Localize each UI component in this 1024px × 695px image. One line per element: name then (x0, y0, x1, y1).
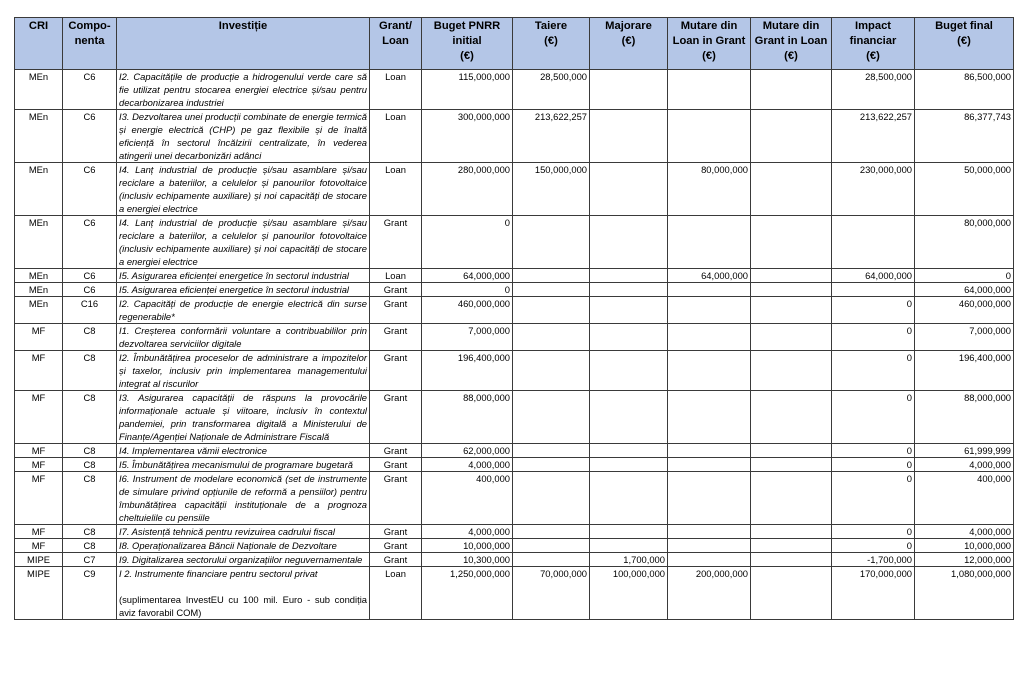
cell-cri: MEn (15, 283, 63, 297)
cell-buget-final: 80,000,000 (915, 216, 1014, 269)
cell-impact (832, 283, 915, 297)
cell-componenta: C6 (63, 269, 117, 283)
cell-mutare-lg (668, 324, 751, 351)
investment-name: I7. Asistență tehnică pentru revizuirea cadrului fiscal (119, 526, 335, 537)
table-row (15, 391, 1014, 444)
cell-majorare (590, 216, 668, 269)
cell-taiere (513, 525, 590, 539)
cell-majorare (590, 391, 668, 444)
column-header-tip: Grant/ Loan (370, 18, 422, 70)
cell-investitie (117, 163, 370, 216)
cell-componenta: C6 (63, 70, 117, 110)
cell-impact: -1,700,000 (832, 553, 915, 567)
table-row (15, 163, 1014, 216)
cell-tip: Loan (370, 163, 422, 216)
cell-taiere (513, 472, 590, 525)
cell-majorare (590, 163, 668, 216)
cell-mutare-lg (668, 391, 751, 444)
cell-tip: Grant (370, 444, 422, 458)
cell-mutare-gl (751, 297, 832, 324)
budget-table (14, 17, 1014, 620)
cell-impact: 0 (832, 525, 915, 539)
cell-cri: MEn (15, 297, 63, 324)
cell-mutare-lg (668, 553, 751, 567)
cell-mutare-lg: 200,000,000 (668, 567, 751, 620)
cell-impact: 0 (832, 444, 915, 458)
column-header-componenta: Compo- nenta (63, 18, 117, 70)
cell-mutare-gl (751, 283, 832, 297)
investment-name: I5. Îmbunătățirea mecanismului de programare bugetară (119, 459, 353, 470)
cell-impact: 170,000,000 (832, 567, 915, 620)
cell-buget-initial: 460,000,000 (422, 297, 513, 324)
cell-buget-final: 196,400,000 (915, 351, 1014, 391)
table-row (15, 324, 1014, 351)
cell-buget-final: 0 (915, 269, 1014, 283)
cell-investitie (117, 283, 370, 297)
cell-investitie (117, 458, 370, 472)
cell-buget-final: 61,999,999 (915, 444, 1014, 458)
investment-note: (suplimentarea InvestEU cu 100 mil. Euro - sub condiția aviz favorabil COM) (119, 594, 367, 618)
cell-mutare-lg (668, 444, 751, 458)
cell-tip: Grant (370, 472, 422, 525)
cell-investitie (117, 70, 370, 110)
cell-cri: MF (15, 351, 63, 391)
cell-mutare-gl (751, 70, 832, 110)
table-row (15, 297, 1014, 324)
header-row (15, 18, 1014, 70)
cell-impact: 64,000,000 (832, 269, 915, 283)
cell-buget-final: 4,000,000 (915, 458, 1014, 472)
cell-buget-initial: 88,000,000 (422, 391, 513, 444)
cell-cri: MEn (15, 70, 63, 110)
cell-impact: 0 (832, 297, 915, 324)
investment-name: I8. Operaționalizarea Băncii Naționale de Dezvoltare (119, 540, 337, 551)
cell-cri: MEn (15, 269, 63, 283)
cell-mutare-gl (751, 110, 832, 163)
cell-mutare-gl (751, 539, 832, 553)
cell-impact: 0 (832, 391, 915, 444)
cell-taiere: 28,500,000 (513, 70, 590, 110)
cell-majorare (590, 458, 668, 472)
cell-mutare-lg (668, 70, 751, 110)
cell-componenta: C8 (63, 391, 117, 444)
cell-tip: Loan (370, 269, 422, 283)
cell-buget-final: 86,500,000 (915, 70, 1014, 110)
cell-buget-initial: 196,400,000 (422, 351, 513, 391)
cell-taiere (513, 539, 590, 553)
cell-cri: MIPE (15, 553, 63, 567)
investment-name: I5. Asigurarea eficienței energetice în sectorul industrial (119, 270, 349, 281)
cell-mutare-lg (668, 297, 751, 324)
cell-componenta: C16 (63, 297, 117, 324)
cell-tip: Loan (370, 110, 422, 163)
cell-tip: Grant (370, 391, 422, 444)
cell-componenta: C8 (63, 539, 117, 553)
column-header-impact: Impact financiar (€) (832, 18, 915, 70)
cell-mutare-gl (751, 458, 832, 472)
table-row (15, 539, 1014, 553)
cell-impact: 0 (832, 539, 915, 553)
cell-majorare (590, 297, 668, 324)
investment-name: I3. Dezvoltarea unei producții combinate de energie termică și energie electrică (CHP) pe gaz flexibile și de înaltă eficiență în sectorul încălzirii centralizate, în vederea atingerii unei decarbonizări adânci (119, 111, 367, 161)
table-row (15, 444, 1014, 458)
cell-taiere (513, 269, 590, 283)
cell-mutare-gl (751, 324, 832, 351)
cell-cri: MF (15, 539, 63, 553)
table-row (15, 525, 1014, 539)
cell-buget-initial: 10,000,000 (422, 539, 513, 553)
cell-buget-initial: 1,250,000,000 (422, 567, 513, 620)
cell-investitie (117, 567, 370, 620)
column-header-buget-initial: Buget PNRR initial (€) (422, 18, 513, 70)
cell-cri: MEn (15, 110, 63, 163)
cell-mutare-gl (751, 163, 832, 216)
cell-taiere (513, 283, 590, 297)
cell-tip: Grant (370, 351, 422, 391)
cell-majorare (590, 472, 668, 525)
cell-buget-final: 86,377,743 (915, 110, 1014, 163)
cell-componenta: C6 (63, 110, 117, 163)
table-row (15, 216, 1014, 269)
cell-buget-final: 7,000,000 (915, 324, 1014, 351)
cell-majorare (590, 525, 668, 539)
cell-mutare-lg (668, 283, 751, 297)
cell-investitie (117, 324, 370, 351)
cell-investitie (117, 553, 370, 567)
cell-tip: Grant (370, 324, 422, 351)
cell-taiere: 213,622,257 (513, 110, 590, 163)
cell-majorare (590, 324, 668, 351)
cell-majorare (590, 110, 668, 163)
table-row (15, 283, 1014, 297)
table-row (15, 472, 1014, 525)
cell-majorare (590, 444, 668, 458)
cell-impact: 213,622,257 (832, 110, 915, 163)
cell-cri: MEn (15, 216, 63, 269)
cell-tip: Grant (370, 553, 422, 567)
cell-cri: MF (15, 472, 63, 525)
cell-tip: Grant (370, 525, 422, 539)
cell-tip: Grant (370, 283, 422, 297)
cell-tip: Loan (370, 567, 422, 620)
investment-name: I4. Lanț industrial de producție și/sau asamblare și/sau reciclare a bateriilor, a celulelor și panourilor fotovoltaice (inclusiv echipamente auxiliare) și noi capacități de stocare a energiei electrice (119, 164, 367, 214)
cell-impact: 0 (832, 472, 915, 525)
cell-buget-initial: 300,000,000 (422, 110, 513, 163)
cell-mutare-lg (668, 525, 751, 539)
cell-buget-initial: 10,300,000 (422, 553, 513, 567)
cell-mutare-gl (751, 525, 832, 539)
investment-name: I9. Digitalizarea sectorului organizațiilor neguvernamentale (119, 554, 363, 565)
investment-name: I1. Creșterea conformării voluntare a contribuabililor prin dezvoltarea serviciilor digitale (119, 325, 367, 349)
investment-name: I4. Implementarea vămii electronice (119, 445, 267, 456)
cell-investitie (117, 444, 370, 458)
cell-majorare: 1,700,000 (590, 553, 668, 567)
investment-name: I5. Asigurarea eficienței energetice în sectorul industrial (119, 284, 349, 295)
cell-investitie (117, 351, 370, 391)
cell-taiere (513, 216, 590, 269)
cell-majorare (590, 539, 668, 553)
cell-taiere (513, 324, 590, 351)
cell-majorare: 100,000,000 (590, 567, 668, 620)
cell-impact (832, 216, 915, 269)
cell-componenta: C6 (63, 216, 117, 269)
cell-cri: MEn (15, 163, 63, 216)
cell-taiere (513, 297, 590, 324)
cell-cri: MF (15, 525, 63, 539)
cell-mutare-gl (751, 391, 832, 444)
column-header-majorare: Majorare (€) (590, 18, 668, 70)
column-header-investitie: Investiție (117, 18, 370, 70)
table-row (15, 110, 1014, 163)
cell-mutare-gl (751, 351, 832, 391)
cell-investitie (117, 525, 370, 539)
cell-componenta: C6 (63, 283, 117, 297)
cell-majorare (590, 269, 668, 283)
cell-buget-initial: 280,000,000 (422, 163, 513, 216)
cell-buget-final: 10,000,000 (915, 539, 1014, 553)
cell-mutare-gl (751, 444, 832, 458)
cell-mutare-lg (668, 216, 751, 269)
table-body (15, 70, 1014, 620)
investment-name: I3. Asigurarea capacității de răspuns la provocările informaționale actuale și viitoare, inclusiv în contextul pandemiei, prin transformarea digitală a Ministerului de Finanțe/Agenției Naționale de Administrare Fiscală (119, 392, 367, 442)
cell-componenta: C8 (63, 351, 117, 391)
cell-componenta: C8 (63, 472, 117, 525)
cell-taiere (513, 351, 590, 391)
cell-buget-final: 400,000 (915, 472, 1014, 525)
cell-buget-initial: 115,000,000 (422, 70, 513, 110)
cell-cri: MF (15, 391, 63, 444)
column-header-cri: CRI (15, 18, 63, 70)
cell-buget-initial: 0 (422, 283, 513, 297)
cell-tip: Grant (370, 539, 422, 553)
cell-componenta: C8 (63, 444, 117, 458)
cell-buget-final: 4,000,000 (915, 525, 1014, 539)
cell-mutare-gl (751, 216, 832, 269)
cell-mutare-lg (668, 539, 751, 553)
investment-name: I2. Capacități de producție de energie electrică din surse regenerabile* (119, 298, 367, 322)
cell-buget-final: 88,000,000 (915, 391, 1014, 444)
cell-componenta: C8 (63, 324, 117, 351)
cell-impact: 0 (832, 458, 915, 472)
cell-tip: Grant (370, 297, 422, 324)
cell-investitie (117, 391, 370, 444)
column-header-mutare-gl: Mutare din Grant in Loan (€) (751, 18, 832, 70)
cell-tip: Grant (370, 216, 422, 269)
table-row (15, 553, 1014, 567)
cell-mutare-gl (751, 472, 832, 525)
cell-tip: Loan (370, 70, 422, 110)
cell-mutare-lg (668, 110, 751, 163)
cell-impact: 0 (832, 324, 915, 351)
table-row (15, 458, 1014, 472)
cell-investitie (117, 297, 370, 324)
cell-buget-initial: 4,000,000 (422, 525, 513, 539)
investment-name: I 2. Instrumente financiare pentru sectorul privat (119, 568, 318, 579)
cell-buget-final: 50,000,000 (915, 163, 1014, 216)
table-row (15, 567, 1014, 620)
cell-investitie (117, 216, 370, 269)
cell-taiere (513, 444, 590, 458)
cell-mutare-lg (668, 472, 751, 525)
cell-tip: Grant (370, 458, 422, 472)
cell-mutare-lg: 80,000,000 (668, 163, 751, 216)
cell-investitie (117, 110, 370, 163)
cell-buget-initial: 64,000,000 (422, 269, 513, 283)
cell-componenta: C9 (63, 567, 117, 620)
column-header-buget-final: Buget final (€) (915, 18, 1014, 70)
cell-cri: MF (15, 458, 63, 472)
cell-buget-final: 1,080,000,000 (915, 567, 1014, 620)
cell-buget-initial: 62,000,000 (422, 444, 513, 458)
cell-cri: MF (15, 444, 63, 458)
cell-componenta: C7 (63, 553, 117, 567)
cell-taiere (513, 458, 590, 472)
cell-investitie (117, 472, 370, 525)
cell-buget-initial: 7,000,000 (422, 324, 513, 351)
cell-mutare-lg (668, 351, 751, 391)
column-header-mutare-lg: Mutare din Loan in Grant (€) (668, 18, 751, 70)
cell-investitie (117, 269, 370, 283)
cell-mutare-gl (751, 269, 832, 283)
investment-name: I4. Lanț industrial de producție și/sau asamblare și/sau reciclare a bateriilor, a celulelor și panourilor fotovoltaice (inclusiv echipamente auxiliare) și noi capacități de stocare a energiei electrice (119, 217, 367, 267)
cell-buget-initial: 4,000,000 (422, 458, 513, 472)
investment-name: I2. Capacitățile de producție a hidrogenului verde care să fie utilizat pentru stocarea energiei electrice și/sau pentru decarbonizarea industriei (119, 71, 367, 108)
cell-majorare (590, 351, 668, 391)
cell-investitie (117, 539, 370, 553)
cell-taiere: 150,000,000 (513, 163, 590, 216)
cell-impact: 0 (832, 351, 915, 391)
cell-componenta: C8 (63, 458, 117, 472)
cell-impact: 28,500,000 (832, 70, 915, 110)
cell-buget-initial: 400,000 (422, 472, 513, 525)
cell-mutare-gl (751, 553, 832, 567)
cell-buget-final: 460,000,000 (915, 297, 1014, 324)
cell-impact: 230,000,000 (832, 163, 915, 216)
table-row (15, 70, 1014, 110)
investment-name: I6. Instrument de modelare economică (set de instrumente de simulare privind opțiunile de reformă a pensiilor) pentru îmbunătățirea capacității instituționale de a prognoza cheltuielile cu pensiile (119, 473, 367, 523)
cell-cri: MIPE (15, 567, 63, 620)
cell-taiere (513, 553, 590, 567)
investment-name: I2. Îmbunătățirea proceselor de administrare a impozitelor și taxelor, inclusiv prin implementarea managementului integrat al riscurilor (119, 352, 367, 389)
cell-taiere: 70,000,000 (513, 567, 590, 620)
cell-majorare (590, 283, 668, 297)
table-row (15, 269, 1014, 283)
cell-cri: MF (15, 324, 63, 351)
cell-mutare-lg: 64,000,000 (668, 269, 751, 283)
cell-buget-initial: 0 (422, 216, 513, 269)
cell-buget-final: 12,000,000 (915, 553, 1014, 567)
cell-componenta: C6 (63, 163, 117, 216)
column-header-taiere: Taiere (€) (513, 18, 590, 70)
cell-majorare (590, 70, 668, 110)
cell-mutare-lg (668, 458, 751, 472)
cell-mutare-gl (751, 567, 832, 620)
cell-buget-final: 64,000,000 (915, 283, 1014, 297)
table-row (15, 351, 1014, 391)
cell-taiere (513, 391, 590, 444)
cell-componenta: C8 (63, 525, 117, 539)
